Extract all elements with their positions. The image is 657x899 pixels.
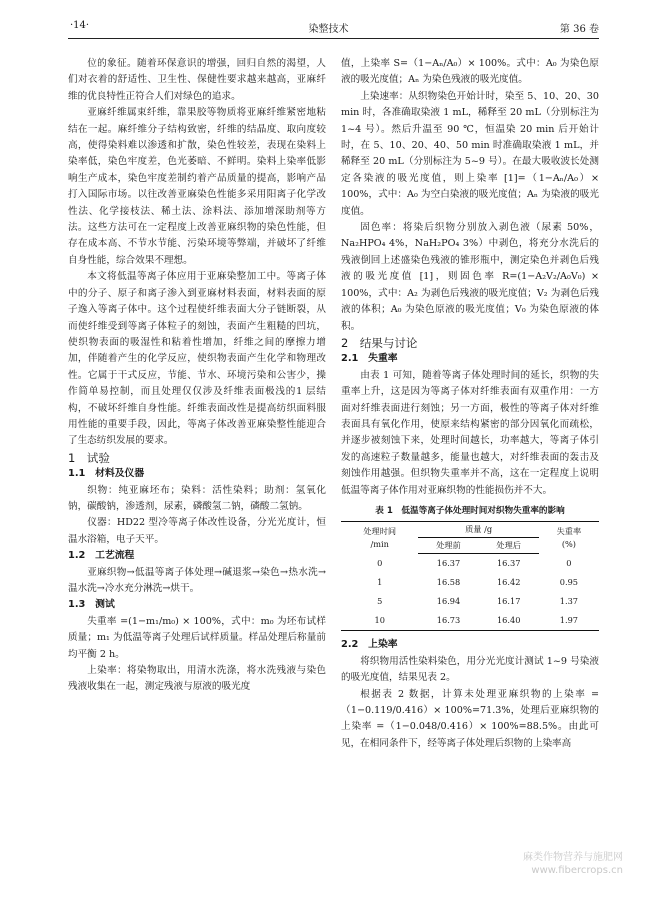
table-cell: 16.58 <box>436 577 461 588</box>
table-cell: 16.42 <box>496 577 521 588</box>
page-number: ·14· <box>70 20 90 31</box>
table-row <box>341 592 599 611</box>
paragraph: 仪器：HD22 型冷等离子体改性设备，分光光度计，恒温水浴箱，电子天平。 <box>68 517 326 545</box>
paragraph: 上染速率：从织物染色开始计时，染至 5、10、20、30 min 时，各准确取染液 1 mL，稀释至 20 mL（分别标注为 1~4 号）。然后升温至 90 ℃，恒温染 20 min 后开始计时，在 5、10、20、40、50 min 时准确取染液 1 mL，并稀释至 20 mL（分别标注为 5~9 号）。在最大吸收波长处测定各染液的吸光度值，则上染率 [1]=（1−Aₙ/A₀）× 100%，式中：A₀ 为空白染液的吸光度值；Aₙ 为染液的吸光度值。 <box>341 90 599 217</box>
paragraph: 织物：纯亚麻坯布；染料：活性染料；助剂：氢氧化钠，碳酸钠，渗透剂，尿素，磷酸氢二钠，磷酸二氢钠。 <box>68 484 326 512</box>
table-cell: 0.95 <box>559 577 579 588</box>
header-rule <box>68 38 599 39</box>
subsection-heading: 2.2 上染率 <box>341 639 398 651</box>
journal-title: 染整技术 <box>308 24 349 35</box>
table-cell: 16.37 <box>436 558 461 569</box>
table-cell: 0 <box>566 558 572 569</box>
subsection-heading: 1.1 材料及仪器 <box>68 468 145 480</box>
table-cell: 10 <box>341 611 418 631</box>
table-cell: 0 <box>377 558 383 569</box>
subsection-heading: 2.1 失重率 <box>341 353 398 365</box>
paragraph: 固色率：将染后织物分别放入剥色液（尿素 50%，Na₂HPO₄ 4%，NaH₂PO₄ 3%）中剥色，将充分水洗后的残液倒回上述盛染色残液的锥形瓶中，测定染色并剥色后残液的吸光度值 [1]，则固色率 R=(1−A₂V₂/A₀V₀) × 100%，式中：A₂ 为剥色后残液的吸光度值；V₂ 为剥色后残液的体积；A₀ 为染色原液的吸光度值；V₀ 为染色原液的体积。 <box>341 222 599 332</box>
watermark <box>523 851 623 877</box>
subsection-heading: 1.2 工艺流程 <box>68 550 135 562</box>
table-cell: 1 <box>377 577 383 588</box>
paragraph: 位的象征。随着环保意识的增强，回归自然的渴望，人们对衣着的舒适性、卫生性、保健性要求越来越高，亚麻纤维的优良特性正符合人们对绿色的追求。 <box>68 58 326 102</box>
process-flow: 亚麻织物→低温等离子体处理→碱退浆→染色→热水洗→温水洗→冷水充分淋洗→烘干。 <box>68 566 326 594</box>
table-cell: 5 <box>377 596 383 607</box>
table-row <box>341 611 599 631</box>
subsection-heading: 1.3 测试 <box>68 599 115 611</box>
paragraph: 上染率：将染物取出，用清水洗涤，将水洗残液与染色残液收集在一起，测定残液与原液的吸光度 <box>68 665 326 693</box>
left-column <box>68 56 326 696</box>
weight-loss-table <box>341 521 599 631</box>
table-caption: 表 1 低温等离子体处理时间对织物失重率的影响 <box>375 505 565 516</box>
table-header-after: 处理后 <box>479 538 539 554</box>
watermark-line: www.fibercrops.cn <box>531 865 623 876</box>
table-row <box>341 573 599 592</box>
paragraph: 亚麻纤维属束纤维，靠果胶等物质将亚麻纤维紧密地粘结在一起。麻纤维分子结构致密，纤维的结晶度、取向度较高，使得染料难以渗透和扩散，染色性较差，表现在染料上染率低，染色牢度差，色光萎暗、不鲜明。染料上染率低影响生产成本，染色牢度差制约着产品质量的提高，影响产品打入国际市场。以往改善亚麻染色性能多采用阳离子化学改性法、化学接枝法、稀土法、涂料法、添加增深助剂等方法。这些方法可在一定程度上改善亚麻织物的染色性能，但存在成本高、不节水节能、污染环境等弊端，并破坏了纤维自身性能，综合效果不理想。 <box>68 107 326 266</box>
table-cell: 16.17 <box>496 596 521 607</box>
table-cell: 16.40 <box>479 611 539 631</box>
paragraph: 失重率 =(1−m₁/m₀) × 100%，式中：m₀ 为坯布试样质量；m₁ 为低温等离子处理后试样质量。样品处理后称量前均平衡 2 h。 <box>68 615 326 660</box>
volume-label: 第 36 卷 <box>559 24 599 35</box>
watermark-line: 麻类作物营养与施肥网 <box>523 852 623 863</box>
table-cell: 16.37 <box>496 558 521 569</box>
table-header-mass: 质量 /g <box>418 522 538 538</box>
table-row <box>341 554 599 574</box>
table-header-before: 处理前 <box>418 538 478 554</box>
paragraph: 本文将低温等离子体应用于亚麻染整加工中。等离子体中的分子、原子和离子渗入到亚麻材料表面，材料表面的原子逸入等离子体中。这个过程使纤维表面大分子链断裂，从而使纤维受到等离子体粒子的刻蚀，表面产生粗糙的凹坑，使织物表面的吸湿性和粘着性增加，纤维之间的摩擦力增加，伴随着产生的化学反应，使织物表面产生化学和物理改性。它属于干式反应，节能、节水、环境污染和公害少，操作简单易控制，而且处理仅仅涉及纤维表面极浅的1 层结构，不破坏纤维自身性能。纤维表面改性是提高纺织面料服用性能的重要手段，因此，等离子体改善亚麻染整性能迎合了生态纺织发展的要求。 <box>68 271 326 447</box>
right-column <box>341 56 599 752</box>
section-heading: 2 结果与讨论 <box>341 335 418 350</box>
table-cell: 16.73 <box>418 611 478 631</box>
table-cell: 1.37 <box>559 596 579 607</box>
table-header-loss: 失重率 (%) <box>539 522 599 554</box>
table-header-time: 处理时间 /min <box>341 522 418 554</box>
table-cell: 1.97 <box>539 611 599 631</box>
table-cell: 16.94 <box>436 596 461 607</box>
paragraph: 将织物用活性染料染色，用分光光度计测试 1~9 号染液的吸光度值，结果见表 2。 <box>341 655 599 684</box>
paragraph: 值，上染率 S=（1−Aₙ/A₀）× 100%。式中：A₀ 为染色原液的吸光度值；Aₙ 为染色残液的吸光度值。 <box>341 58 599 86</box>
section-heading: 1 试验 <box>68 450 110 465</box>
paragraph: 根据表 2 数据，计算未处理亚麻织物的上染率 =（1−0.119/0.416）× 100%=71.3%，处理后亚麻织物的上染率 =（1−0.048/0.416）× 100%=88.5%。由此可见，在相同条件下，经等离子体处理后织物的上染率高 <box>341 688 599 749</box>
paragraph: 由表 1 可知，随着等离子体处理时间的延长，织物的失重率上升，这是因为等离子体对纤维表面有双重作用：一方面对纤维表面进行刻蚀；另一方面，极性的等离子体对纤维表面具有氧化作用，使原来结构紧密的部分因氧化而疏松，并逐步被刻蚀下来，处理时间越长，功率越大，等离子体引发的高速粒子数量越多，能量也越大，对纤维表面的轰击及刻蚀作用越强。但织物失重率并不高，这在一定程度上说明低温等离子体作用对亚麻织物的性能损伤并不大。 <box>341 369 599 496</box>
